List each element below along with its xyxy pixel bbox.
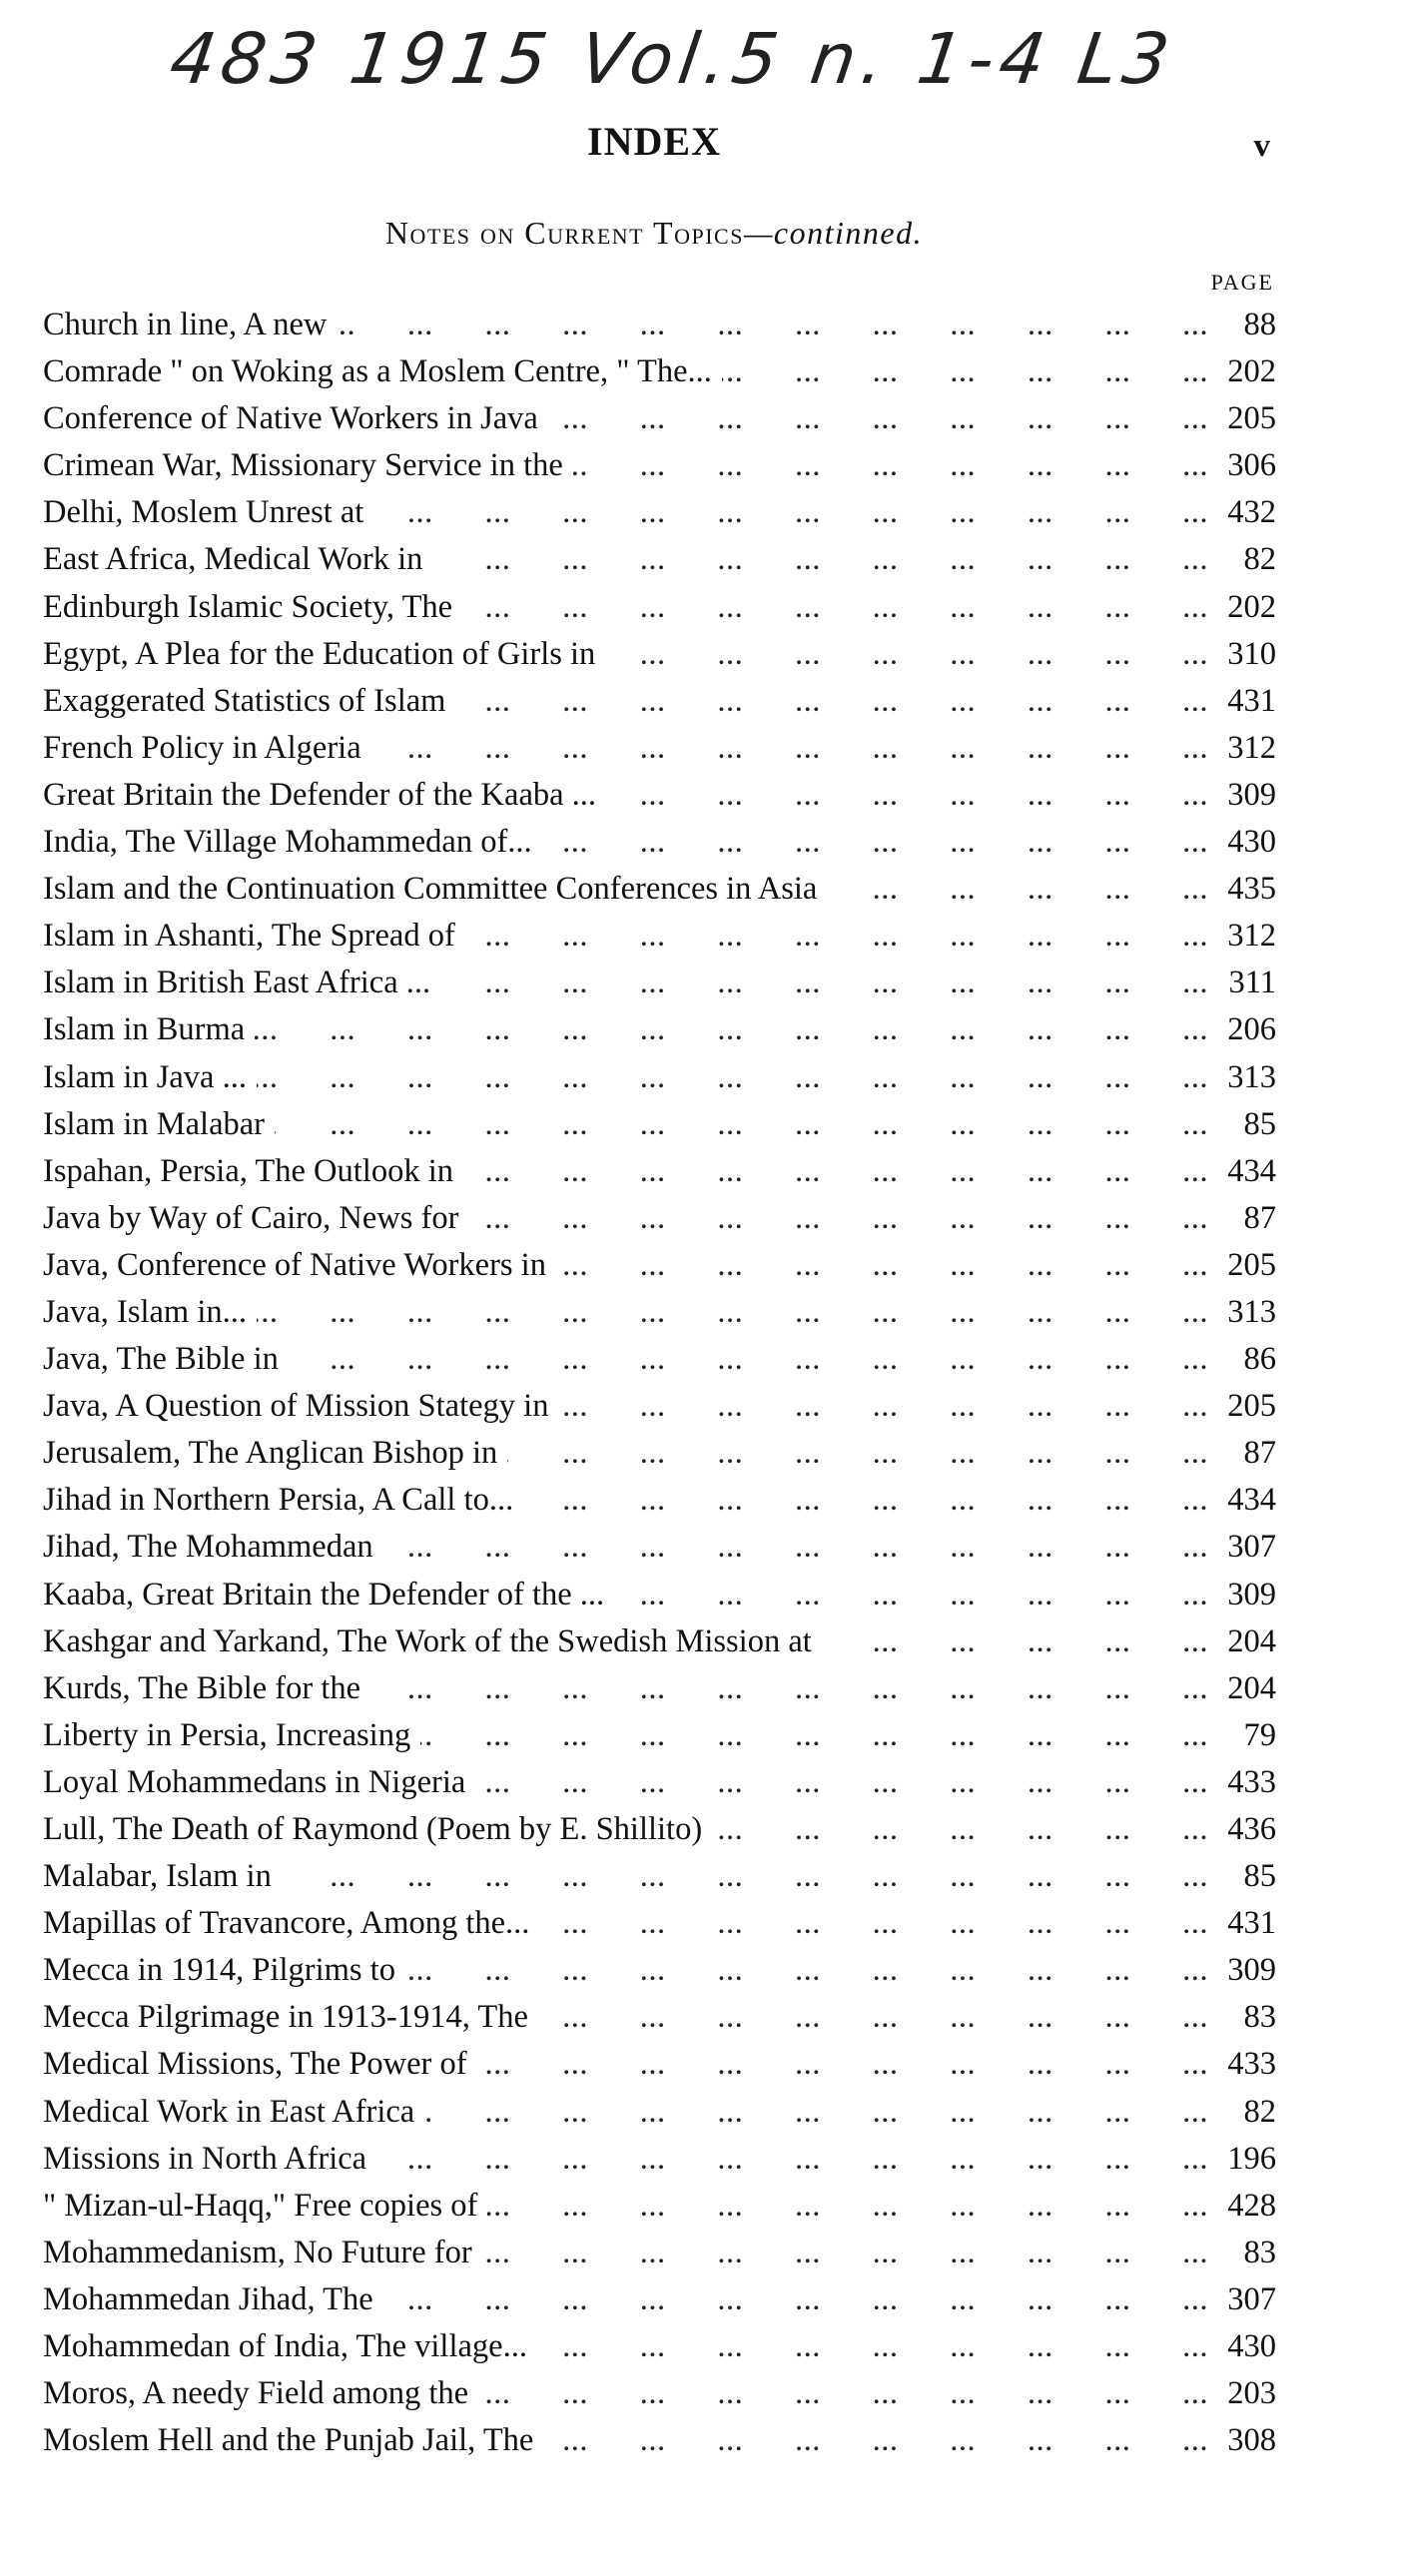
index-entry	[43, 871, 1276, 918]
index-entry-page: 196	[1227, 2140, 1276, 2177]
index-entry	[43, 824, 1276, 871]
dot-leader	[289, 1341, 1208, 1378]
index-entry	[43, 1059, 1276, 1106]
index-entry	[43, 918, 1276, 965]
index-entry-page: 311	[1228, 965, 1276, 1001]
index-entry-page: 204	[1227, 1622, 1276, 1659]
index-entry-title: Liberty in Persia, Increasing	[43, 1716, 411, 1753]
index-entry	[43, 307, 1276, 353]
index-entry-page: 309	[1227, 776, 1276, 813]
index-entry-title: Crimean War, Missionary Service in the	[43, 447, 563, 484]
index-entry-title: Islam in Burma	[43, 1011, 246, 1048]
dot-leader	[558, 1388, 1208, 1425]
index-entry-title: Jerusalem, The Anglican Bishop in	[43, 1435, 498, 1472]
index-entry-title: East Africa, Medical Work in	[43, 541, 423, 578]
dot-leader	[487, 2188, 1208, 2225]
dot-leader	[542, 824, 1208, 861]
dot-leader	[383, 2281, 1208, 2318]
index-entry-page: 433	[1227, 2046, 1276, 2083]
index-entry-page: 430	[1227, 2328, 1276, 2365]
index-entry-title: Mohammedan of India, The village...	[43, 2328, 527, 2365]
index-entry	[43, 1905, 1276, 1952]
index-entry-page: 310	[1227, 635, 1276, 672]
index-entry-title: Kaaba, Great Britain the Defender of the ...	[43, 1576, 605, 1612]
dot-leader	[383, 1529, 1208, 1566]
index-entry	[43, 1999, 1276, 2046]
index-entry-title: Kurds, The Bible for the	[43, 1669, 361, 1706]
index-entry-title: Exaggerated Statistics of Islam	[43, 682, 446, 719]
index-entry	[43, 2235, 1276, 2281]
index-entry-title: Java, The Bible in	[43, 1341, 279, 1378]
index-entry-title: Jihad, The Mohammedan	[43, 1529, 373, 1566]
dot-leader	[371, 730, 1208, 767]
index-entry	[43, 1435, 1276, 1482]
index-entry-page: 306	[1227, 447, 1276, 484]
index-entry	[43, 1247, 1276, 1294]
index-entry	[43, 447, 1276, 494]
dot-leader	[482, 2235, 1208, 2271]
index-entry	[43, 1952, 1276, 1999]
page-numeral: v	[1253, 128, 1270, 164]
index-entry-title: Islam and the Continuation Committee Conferences in Asia	[43, 871, 818, 908]
dot-leader	[255, 1011, 1208, 1048]
dot-leader	[827, 871, 1208, 908]
index-entry-title: Java, A Question of Mission Stategy in	[43, 1388, 549, 1425]
index-entry-page: 313	[1227, 1293, 1276, 1330]
index-entry-title: Jihad in Northern Persia, A Call to...	[43, 1482, 514, 1519]
index-entry-page: 307	[1227, 2280, 1276, 2317]
index-entry-title: Edinburgh Islamic Society, The	[43, 588, 453, 625]
index-entry-page: 309	[1227, 1576, 1276, 1612]
section-heading	[0, 215, 1308, 252]
index-entry	[43, 1200, 1276, 1247]
index-entry	[43, 1577, 1276, 1623]
index-entry	[43, 636, 1276, 683]
dot-leader	[523, 1482, 1208, 1519]
index-entry-page: 202	[1227, 353, 1276, 390]
dot-leader	[507, 1435, 1208, 1472]
index-entry-title: Comrade " on Woking as a Moslem Centre, " The...	[43, 353, 712, 390]
dot-leader	[257, 1294, 1208, 1331]
index-entry	[43, 730, 1276, 777]
dot-leader	[477, 2046, 1208, 2083]
index-entry-page: 434	[1227, 1482, 1276, 1519]
index-entry	[43, 589, 1276, 636]
index-entry-page: 82	[1243, 541, 1276, 578]
dot-leader	[614, 1577, 1208, 1613]
dot-leader	[712, 1811, 1208, 1848]
index-entry	[43, 353, 1276, 400]
index-entry-title: Great Britain the Defender of the Kaaba ...	[43, 776, 597, 813]
index-entry-title: Loyal Mohammedans in Nigeria	[43, 1763, 466, 1800]
dot-leader	[605, 636, 1208, 673]
index-entry-page: 88	[1243, 307, 1276, 342]
index-entry-title: Medical Missions, The Power of	[43, 2046, 467, 2083]
index-entry-title: French Policy in Algeria	[43, 729, 361, 766]
index-entry-title: Islam in Java ...	[43, 1058, 247, 1095]
index-entry	[43, 965, 1276, 1011]
index-entry-page: 309	[1227, 1952, 1276, 1989]
index-entry-title: Java by Way of Cairo, News for	[43, 1199, 459, 1236]
index-entry	[43, 1011, 1276, 1058]
index-entry-title: Java, Conference of Native Workers in	[43, 1246, 546, 1283]
index-entry-page: 428	[1227, 2187, 1276, 2224]
index-entry-title: Missions in North Africa	[43, 2140, 367, 2177]
index-entry-title: Lull, The Death of Raymond (Poem by E. Shillito)	[43, 1811, 703, 1847]
index-entry-page: 434	[1227, 1152, 1276, 1189]
index-entry-title: Delhi, Moslem Unrest at	[43, 494, 364, 531]
dot-leader	[556, 1247, 1208, 1284]
dot-leader	[376, 2141, 1208, 2178]
dot-leader	[257, 1059, 1208, 1096]
index-entry-page: 435	[1227, 871, 1276, 908]
index-entry-page: 202	[1227, 588, 1276, 625]
index-entry	[43, 2046, 1276, 2093]
index-entry-title: Islam in Ashanti, The Spread of	[43, 918, 455, 955]
index-entry	[43, 2328, 1276, 2375]
dot-leader	[455, 683, 1208, 720]
index-entry	[43, 1811, 1276, 1858]
index-entry-page: 430	[1227, 824, 1276, 861]
index-entry-title: India, The Village Mohammedan of...	[43, 824, 532, 861]
index-entry-title: Moros, A needy Field among the	[43, 2375, 469, 2412]
dot-leader	[538, 1999, 1208, 2036]
index-entry-title: Islam in British East Africa ...	[43, 965, 431, 1001]
index-entry-title: Java, Islam in...	[43, 1293, 247, 1330]
index-entry-title: Conference of Native Workers in Java	[43, 400, 538, 437]
dot-leader	[373, 494, 1208, 531]
dot-leader	[478, 2375, 1208, 2412]
index-entry	[43, 777, 1276, 824]
index-entry-page: 82	[1243, 2093, 1276, 2130]
index-entry	[43, 2422, 1276, 2469]
index-entry-page: 436	[1227, 1811, 1276, 1847]
dot-leader	[424, 2094, 1208, 2131]
dot-leader	[537, 2328, 1208, 2365]
index-entry-title: Mecca Pilgrimage in 1913-1914, The	[43, 1999, 528, 2036]
index-entry	[43, 1482, 1276, 1529]
index-entry	[43, 2188, 1276, 2235]
dot-leader	[822, 1623, 1208, 1660]
index-entry-title: Kashgar and Yarkand, The Work of the Swedish Mission at	[43, 1622, 812, 1659]
index-entry-title: Moslem Hell and the Punjab Jail, The	[43, 2422, 534, 2459]
index-entry	[43, 1153, 1276, 1200]
dot-leader	[468, 1200, 1208, 1237]
index-entry-page: 83	[1243, 1999, 1276, 2036]
index-entry-page: 203	[1227, 2375, 1276, 2412]
index-entry-title: Mapillas of Travancore, Among the...	[43, 1905, 530, 1942]
index-entry	[43, 1764, 1276, 1811]
dot-leader	[475, 1764, 1208, 1801]
dot-leader	[432, 541, 1208, 578]
page-column-header: PAGE	[1210, 270, 1274, 295]
index-entry	[43, 1623, 1276, 1670]
index-entry	[43, 683, 1276, 730]
index-entry-title: Ispahan, Persia, The Outlook in	[43, 1152, 453, 1189]
index-entry	[43, 1529, 1276, 1576]
index-entry-page: 85	[1243, 1858, 1276, 1895]
index-entry-title: Islam in Malabar	[43, 1105, 266, 1142]
index-entry-page: 312	[1227, 729, 1276, 766]
index-entry-title: Egypt, A Plea for the Education of Girls in	[43, 635, 596, 672]
index-entry-page: 431	[1227, 682, 1276, 719]
dot-leader	[420, 1717, 1208, 1754]
section-continued: —continned.	[743, 215, 924, 251]
index-entry	[43, 1341, 1276, 1388]
index-entry-page: 204	[1227, 1669, 1276, 1706]
handwritten-catalog-note: 483 1915 Vol.5 n. 1-4 L3	[165, 18, 1180, 100]
dot-leader	[548, 400, 1208, 437]
index-entry-page: 312	[1227, 918, 1276, 955]
index-entry	[43, 1106, 1276, 1153]
index-entry-title: Mohammedanism, No Future for	[43, 2234, 472, 2270]
index-entry-page: 206	[1227, 1011, 1276, 1048]
index-entry-title: Mecca in 1914, Pilgrims to	[43, 1952, 395, 1989]
index-entry-title: Mohammedan Jihad, The	[43, 2280, 373, 2317]
index-entry	[43, 1294, 1276, 1341]
index-entry	[43, 494, 1276, 541]
page-title: INDEX	[587, 119, 721, 164]
index-entry-page: 85	[1243, 1105, 1276, 1142]
index-entry-title: Church in line, A new	[43, 307, 328, 342]
dot-leader	[370, 1670, 1208, 1707]
index-entry	[43, 2094, 1276, 2141]
dot-leader	[275, 1106, 1208, 1143]
dot-leader	[440, 965, 1208, 1001]
index-entry-page: 433	[1227, 1763, 1276, 1800]
dot-leader	[606, 777, 1208, 814]
index-entry-page: 313	[1227, 1058, 1276, 1095]
index-entry-page: 87	[1243, 1199, 1276, 1236]
index-entry-page: 432	[1227, 494, 1276, 531]
index-entry	[43, 1717, 1276, 1764]
index-entry-page: 79	[1243, 1716, 1276, 1753]
dot-leader	[543, 2422, 1208, 2459]
dot-leader	[463, 1153, 1208, 1190]
index-entry	[43, 2375, 1276, 2422]
index-entry-list	[43, 307, 1276, 2469]
index-entry-page: 205	[1227, 1246, 1276, 1283]
index-entry-page: 308	[1227, 2422, 1276, 2459]
index-entry-title: " Mizan-ul-Haqq," Free copies of	[43, 2187, 478, 2224]
index-entry-page: 205	[1227, 1388, 1276, 1425]
index-entry	[43, 400, 1276, 447]
index-entry	[43, 2141, 1276, 2188]
index-entry-page: 307	[1227, 1529, 1276, 1566]
dot-leader	[337, 307, 1208, 343]
dot-leader	[462, 589, 1208, 626]
index-entry-title: Medical Work in East Africa	[43, 2093, 415, 2130]
dot-leader	[282, 1858, 1208, 1895]
dot-leader	[405, 1952, 1208, 1989]
index-entry-page: 205	[1227, 400, 1276, 437]
dot-leader	[465, 918, 1208, 955]
section-heading-text: Notes on Current Topics	[384, 215, 744, 251]
index-entry	[43, 1670, 1276, 1717]
index-entry	[43, 541, 1276, 588]
index-entry-page: 86	[1243, 1341, 1276, 1378]
dot-leader	[573, 447, 1208, 484]
index-entry	[43, 2281, 1276, 2328]
dot-leader	[539, 1905, 1208, 1942]
index-entry-title: Malabar, Islam in	[43, 1858, 272, 1895]
index-entry-page: 87	[1243, 1435, 1276, 1472]
index-entry-page: 431	[1227, 1905, 1276, 1942]
dot-leader	[722, 353, 1208, 390]
index-entry	[43, 1388, 1276, 1435]
index-entry-page: 83	[1243, 2234, 1276, 2270]
index-entry	[43, 1858, 1276, 1905]
